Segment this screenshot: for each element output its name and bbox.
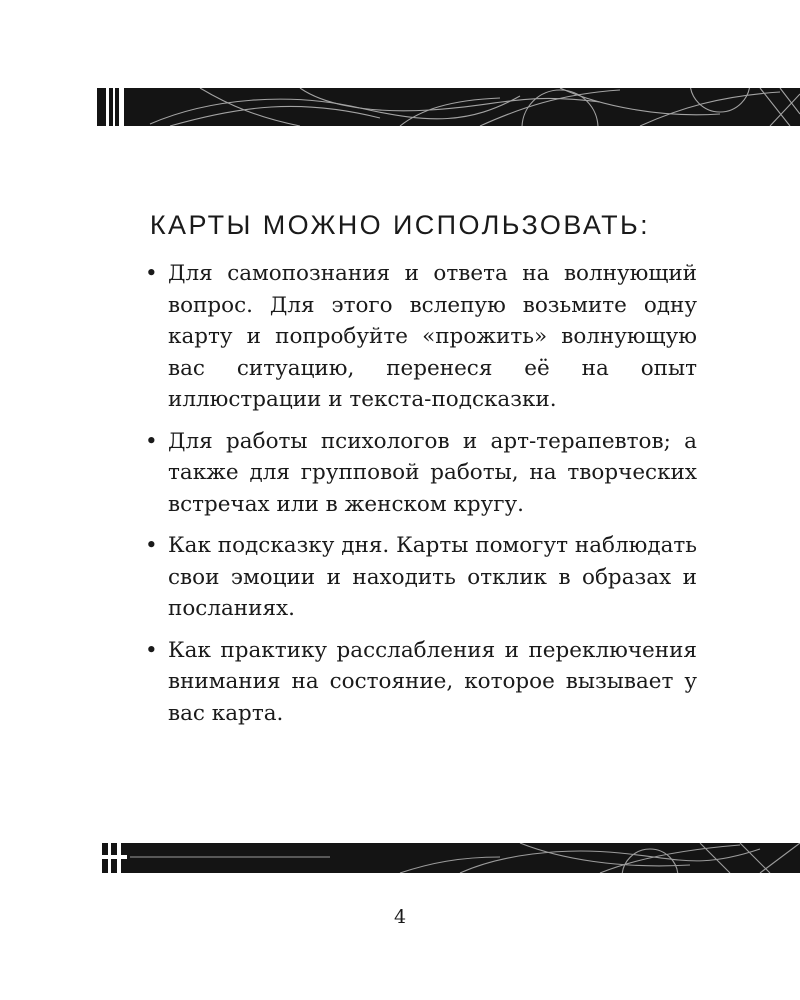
bullet: •	[145, 428, 158, 454]
bottom-band-notch	[97, 855, 127, 859]
bottom-band-fill	[97, 843, 800, 873]
list-item	[141, 258, 697, 416]
top-band-stripe-1	[106, 88, 109, 126]
bullet: •	[145, 533, 158, 558]
list-item-text: Как подсказку дня. Карты помогут наблюдать свои эмоции и находить отклик в образах и посланиях.	[168, 533, 697, 621]
top-decorative-band	[0, 88, 800, 126]
bottom-band-stripe-3	[117, 843, 121, 873]
list-item-text: Для самопознания и ответа на волнующий вопрос. Для этого вслепую возьмите одну карту и попробуйте «прожить» волнующую вас ситуацию, перенеся её на опыт иллюстрации и текста-подсказки.	[168, 261, 697, 412]
page-number: 4	[393, 906, 407, 928]
top-band-stripe-2	[113, 88, 115, 126]
top-band-graphic	[0, 88, 800, 126]
list-item-text: Для работы психологов и арт-терапевтов; а также для групповой работы, на творческих встречах или в женском кругу.	[168, 428, 697, 517]
top-band-stripe-3	[119, 88, 124, 126]
bottom-decorative-band	[0, 843, 800, 873]
page-heading: КАРТЫ МОЖНО ИСПОЛЬЗОВАТЬ:	[149, 210, 651, 240]
bottom-band-graphic	[0, 843, 800, 873]
bullet: •	[145, 637, 158, 663]
usage-list	[141, 258, 697, 739]
list-item	[141, 426, 697, 521]
bullet: •	[145, 261, 158, 286]
list-item-text: Как практику расслабления и переключения внимания на состояние, которое вызывает у вас карта.	[168, 637, 697, 726]
list-item	[141, 530, 697, 625]
list-item	[141, 635, 697, 730]
